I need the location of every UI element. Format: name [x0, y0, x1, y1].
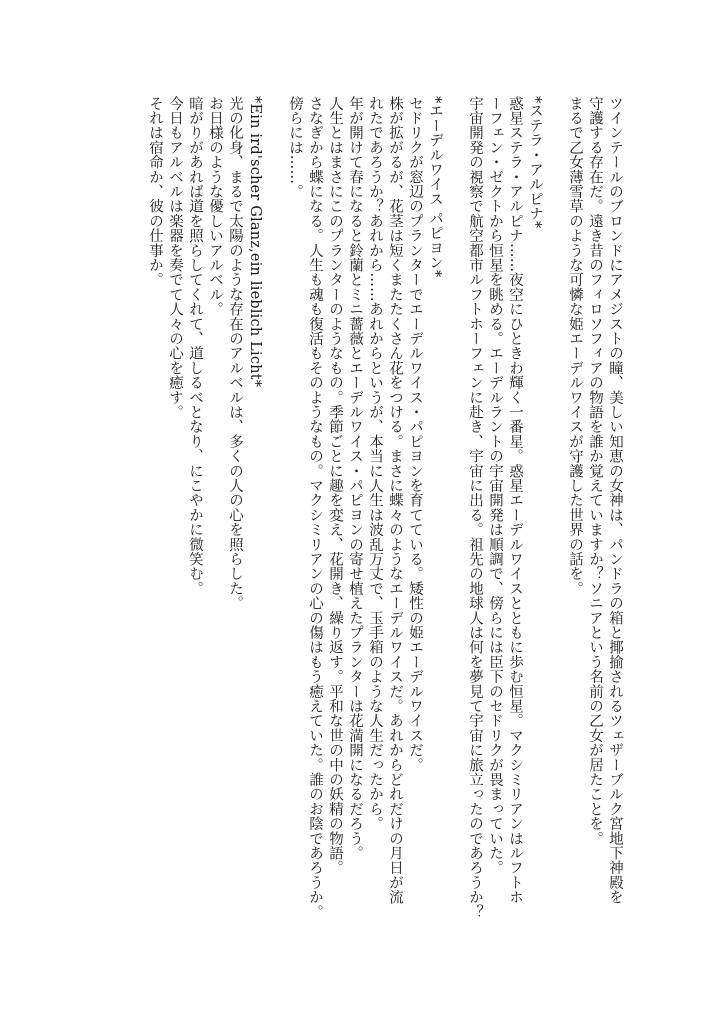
- section-heading: *Ein ird'scher Glanz,ein lieblich Licht*: [247, 96, 263, 388]
- paragraph-line: 暗がりがあれば道を照らしてくれて、道しるべとなり、にこやかに微笑む。: [187, 96, 203, 596]
- paragraph-line: まるで乙女薄雪草のような可憐な姫エーデルワイスが守護した世界の話を。: [567, 96, 583, 596]
- paragraph-line: れたであろうか？あれから……あれからというが、本当に人生は波乱万丈で、玉手箱のような人生だったから。: [367, 96, 383, 831]
- paragraph-line: セドリクが窓辺のプランターでエーデルワイス・パピヨンを育てている。矮性の姫エーデルワイスだ。: [407, 96, 423, 773]
- section-ein-irdscher-glanz: [145, 96, 265, 936]
- section-edelweiss-papillon: [285, 96, 445, 936]
- paragraph-line: それは宿命か、彼の仕事か。: [147, 96, 163, 288]
- paragraph-line: 光の化身、まるで太陽のような存在のアルベルは、多くの人の心を照らした。: [227, 96, 243, 611]
- paragraph-line: 惑星ステラ・アルピナ……夜空にひときわ輝く一番星。惑星エーデルワイスとともに歩む恒星。マクシミリアンはルフトホ: [507, 96, 523, 905]
- paragraph-line: 今日もアルベルは楽器を奏でて人々の心を癒す。: [167, 96, 183, 420]
- paragraph-line: 人生とはまさにこのプランターのようなもの。季節ごとに趣を変え、花開き、繰り返す。平和な世の中の妖精の物語。: [327, 96, 343, 876]
- paragraph-line: 守護する存在だ。遠き昔のフィロソフィアの物語を誰か覚えていますか？ソニアという名前の乙女が居たことを。: [587, 96, 603, 846]
- paragraph-line: ーフェン・ゼクトから恒星を眺める。エーデルラントの宇宙開発は順調で、傍らには臣下のセドリクが畏まっていた。: [487, 96, 503, 876]
- section-intro: [565, 96, 625, 936]
- section-heading: *エーデルワイス パピヨン*: [427, 96, 443, 278]
- section-stella-alpina: [465, 96, 545, 936]
- paragraph-line: 株が拡がるが、花茎は短くまたたくさん花をつける。まさに蝶々のようなエーデルワイスだ。あれからどれだけの月日が流: [387, 96, 403, 905]
- vertical-text-body: [65, 96, 625, 936]
- paragraph-line: 宇宙開発の視察で航空都市ルフトホーフェンに赴き、宇宙に出る。祖先の地球人は何を夢見て宇宙に旅立ったのであろうか？: [467, 96, 483, 920]
- paragraph-line: ツインテールのブロンドにアメジストの瞳、美しい知恵の女神は、パンドラの箱と揶揄されるツェザーブルク宮地下神殿を: [607, 96, 623, 905]
- paragraph-line: 年が開けて春になると鈴蘭とミニ薔薇とエーデルワイス・パピヨンの寄せ植えたプランターは花満開になるだろう。: [347, 96, 363, 861]
- paragraph-line: お日様のような優しいアルベル。: [207, 96, 223, 317]
- paragraph-line: さなぎから蝶になる。人生も魂も復活もそのようなもの。マクシミリアンの心の傷はもう癒えていた。誰のお陰であろうか。: [307, 96, 323, 920]
- section-heading: *ステラ・アルピナ*: [527, 96, 543, 229]
- paragraph-line: 傍らには……。: [287, 96, 303, 199]
